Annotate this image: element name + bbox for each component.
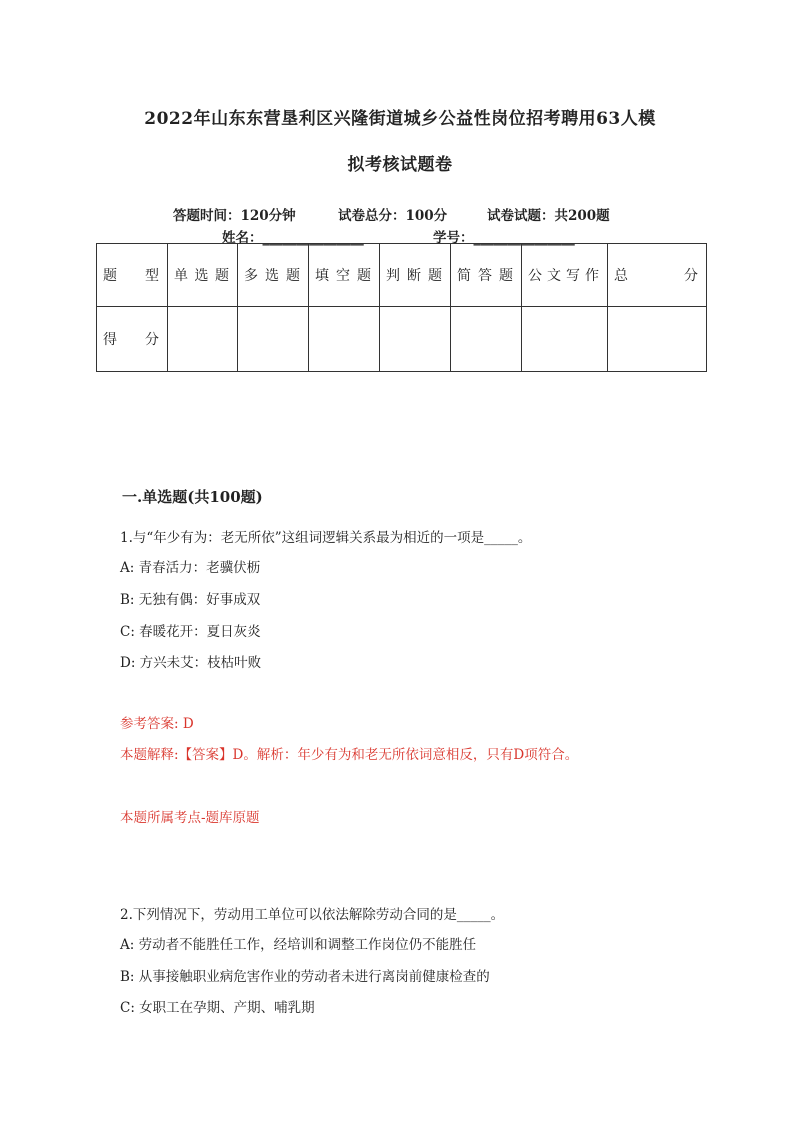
score-cell[interactable] [608,307,707,372]
q2-option-c: C: 女职工在孕期、产期、哺乳期 [120,1000,315,1016]
q2-option-b: B: 从事接触职业病危害作业的劳动者未进行离岗前健康检查的 [120,969,490,985]
score-cell[interactable] [380,307,451,372]
score-table-header-row [97,244,707,307]
score-cell[interactable] [238,307,309,372]
question-2-text: 2.下列情况下，劳动用工单位可以依法解除劳动合同的是_____。 [120,907,505,923]
q2-option-a: A: 劳动者不能胜任工作，经培训和调整工作岗位仍不能胜任 [120,937,477,953]
header-cell: 简答题 [451,244,522,307]
score-cell[interactable] [522,307,608,372]
score-cell[interactable] [168,307,238,372]
page-title: 2022年山东东营垦利区兴隆街道城乡公益性岗位招考聘用63人模 [144,109,656,129]
q1-option-b: B: 无独有偶：好事成双 [120,592,261,608]
exam-time: 答题时间：120分钟 [173,208,296,224]
q1-option-d: D: 方兴未艾：枝枯叶败 [120,655,262,671]
q1-option-a: A: 青春活力：老骥伏枥 [120,560,261,576]
exam-question-count: 试卷试题：共200题 [487,208,610,224]
name-field: 姓名：_______________ [222,230,364,246]
page-title-line2: 拟考核试题卷 [347,155,453,175]
header-cell: 总 分 [608,244,707,307]
header-cell: 填空题 [309,244,380,307]
score-cell[interactable] [451,307,522,372]
section-title: 一.单选题(共100题) [122,488,263,506]
header-cell: 多选题 [238,244,309,307]
score-cell[interactable] [309,307,380,372]
question-1-text: 1.与“年少有为：老无所依”这组词逻辑关系最为相近的一项是_____。 [120,530,532,546]
header-cell: 单选题 [168,244,238,307]
score-table [96,243,707,372]
row-label-cell: 得 分 [97,307,168,372]
exam-total-score: 试卷总分：100分 [338,208,448,224]
q1-explanation: 本题解释:【答案】D。解析：年少有为和老无所依词意相反，只有D项符合。 [120,747,579,763]
q1-source: 本题所属考点-题库原题 [120,810,260,826]
student-id-field: 学号：_______________ [433,230,575,246]
q1-answer: 参考答案: D [120,716,194,732]
header-cell: 判断题 [380,244,451,307]
header-cell: 题 型 [97,244,168,307]
q1-option-c: C: 春暖花开：夏日灰炎 [120,624,261,640]
header-cell: 公文写作 [522,244,608,307]
score-table-score-row [97,307,707,372]
